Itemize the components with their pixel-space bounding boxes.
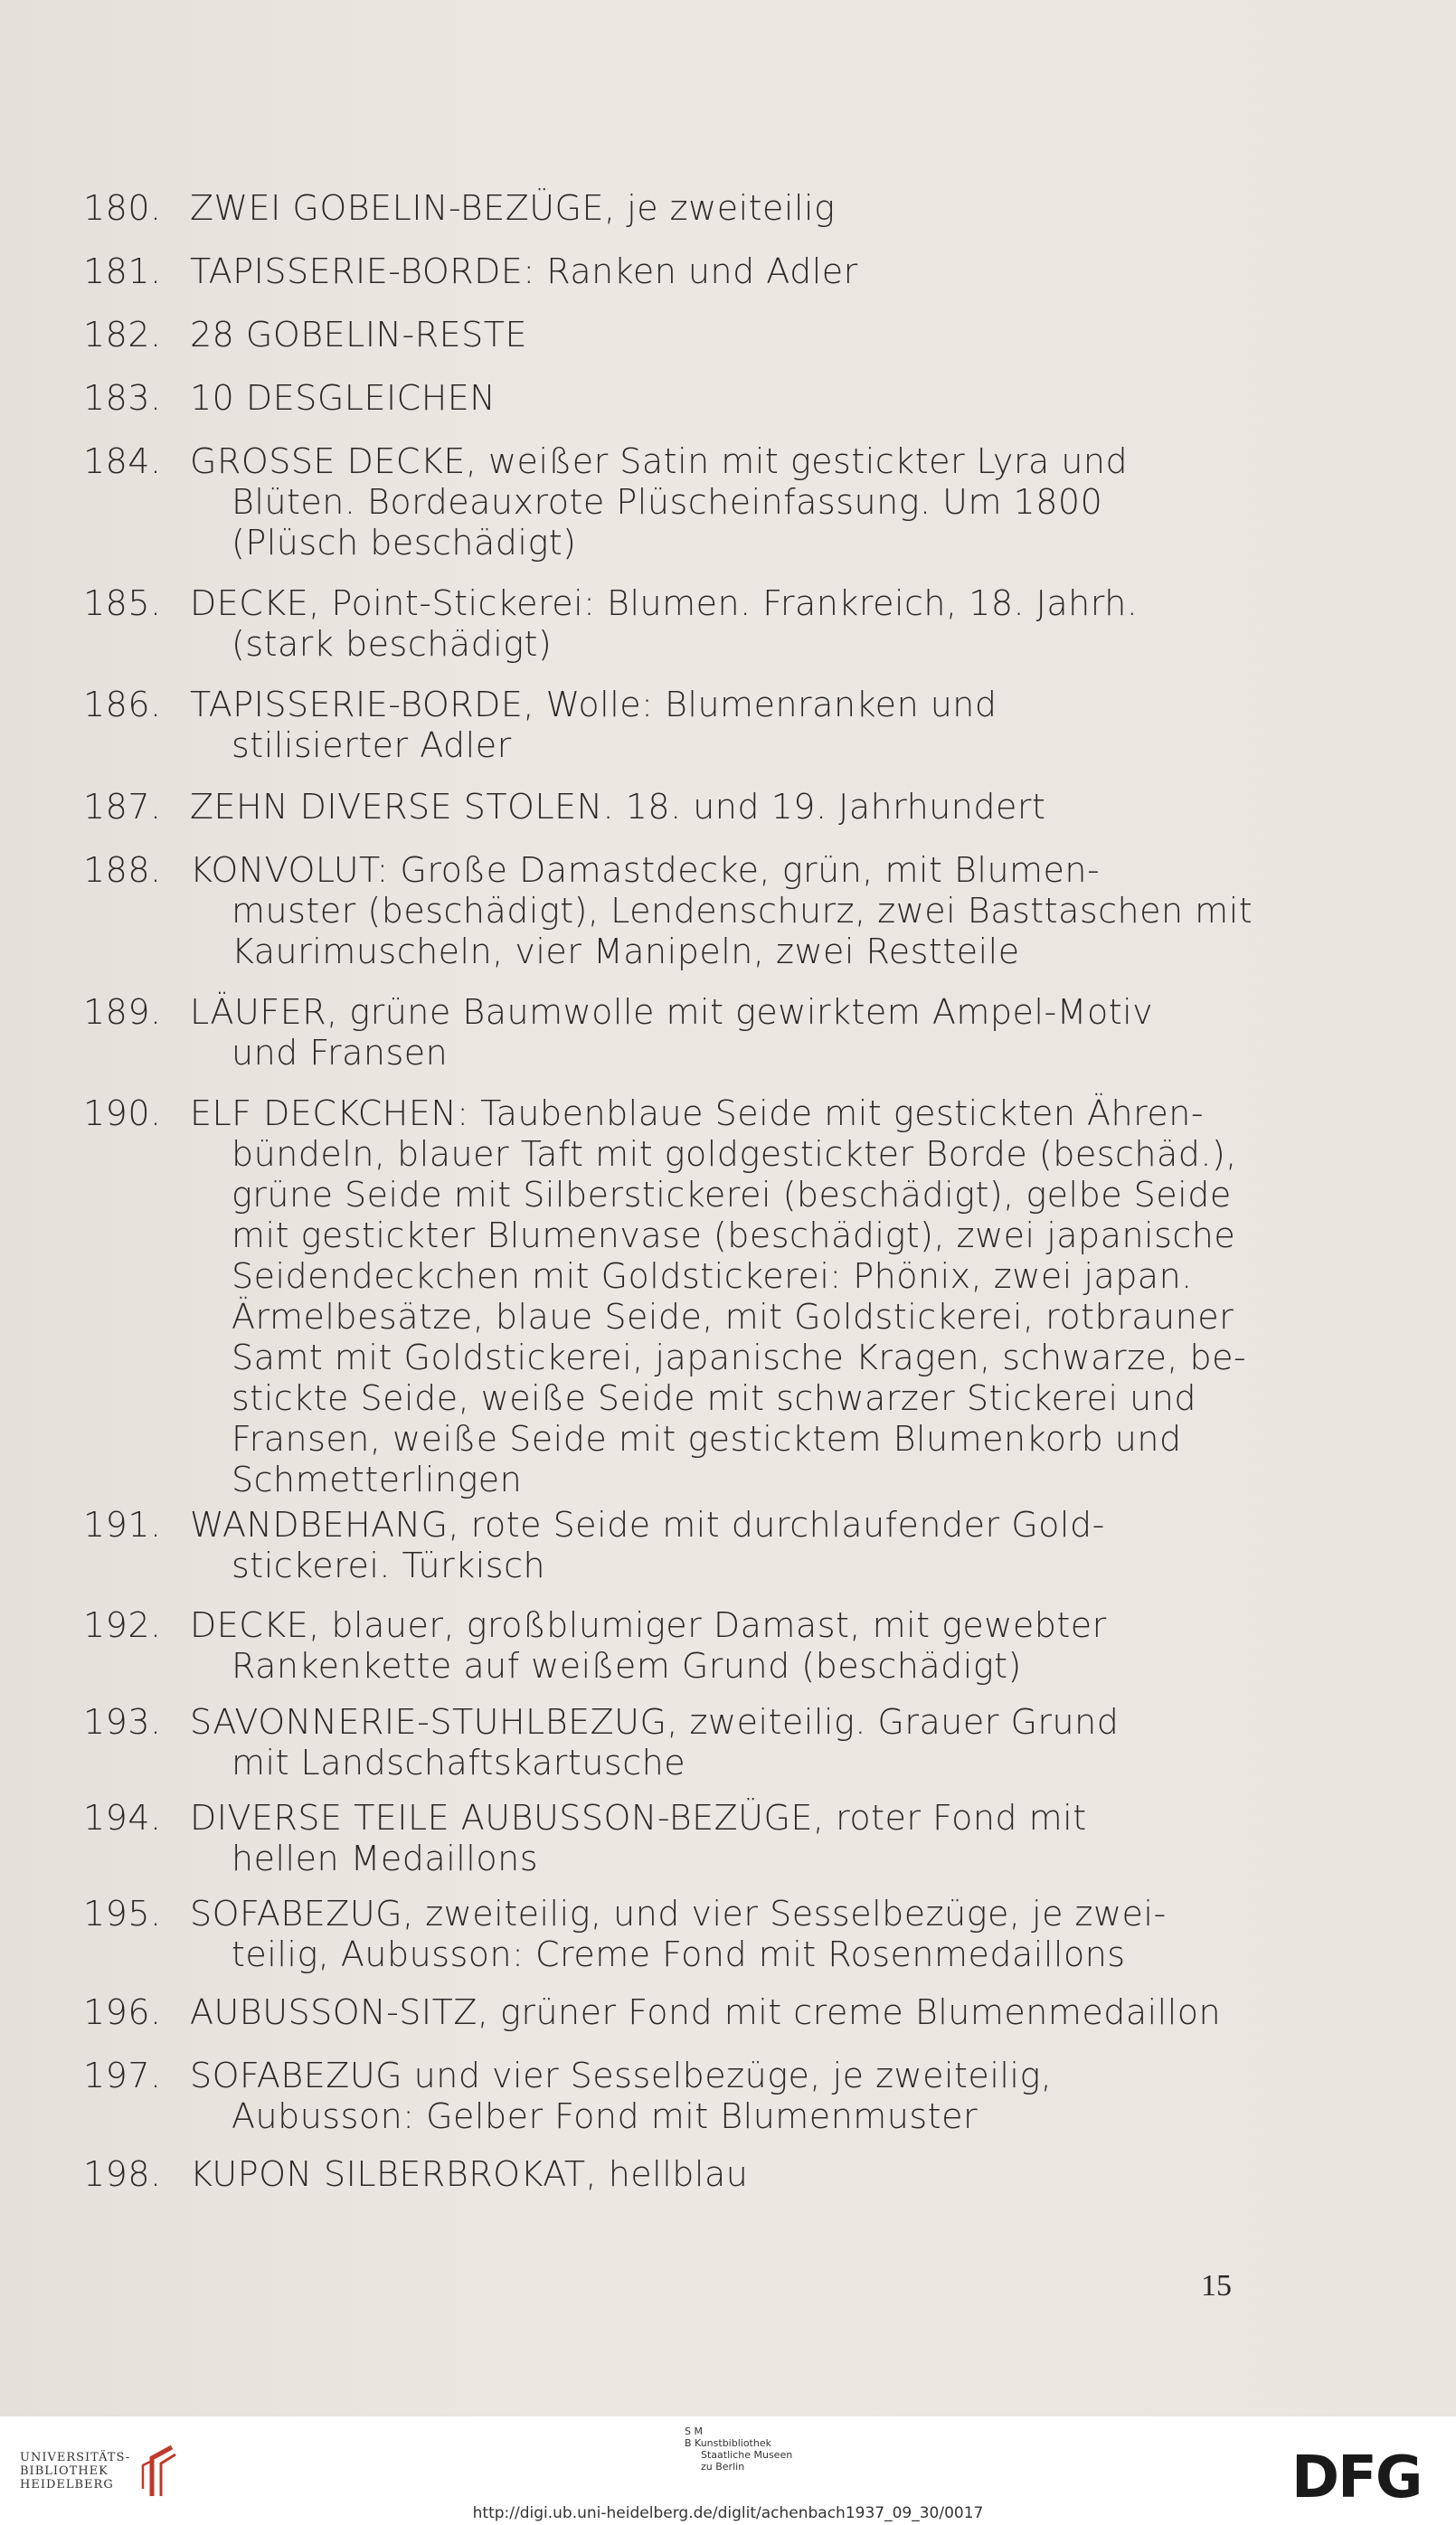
- entry-line: Kaurimuscheln, vier Manipeln, zwei Restteile: [232, 932, 1020, 971]
- entry-number: 184.: [83, 441, 162, 481]
- entry-description: [190, 685, 1230, 766]
- entry-line: grüne Seide mit Silberstickerei (beschädigt), gelbe Seide: [232, 1175, 1232, 1215]
- entry-line: TAPISSERIE-BORDE, Wolle: Blumenranken und: [190, 685, 997, 724]
- entry-description: [190, 188, 1230, 229]
- entry-number: 194.: [83, 1798, 162, 1838]
- entry-line: DECKE, blauer, großblumiger Damast, mit gewebter: [190, 1605, 1107, 1645]
- entry-line: muster (beschädigt), Lendenschurz, zwei Basttaschen mit: [232, 891, 1253, 931]
- entry-line: DECKE, Point-Stickerei: Blumen. Frankreich, 18. Jahrh.: [190, 583, 1139, 623]
- entry-number: 197.: [83, 2056, 162, 2095]
- entry-description: [190, 1605, 1230, 1687]
- entry-number: 182.: [83, 315, 162, 355]
- entry-line: stilisierter Adler: [232, 725, 512, 765]
- museum-credit-line: S M: [685, 2426, 703, 2437]
- entry-description: [190, 315, 1230, 355]
- entry-line: Schmetterlingen: [232, 1460, 523, 1499]
- entry-line: SAVONNERIE-STUHLBEZUG, zweiteilig. Grauer Grund: [190, 1702, 1120, 1742]
- entry-line: Ärmelbesätze, blaue Seide, mit Goldstickerei, rotbrauner: [232, 1297, 1234, 1337]
- museum-credit-line: B Kunstbibliothek: [685, 2437, 771, 2449]
- entry-line: 10 DESGLEICHEN: [190, 378, 496, 418]
- entry-number: 195.: [83, 1894, 162, 1934]
- entry-line: KUPON SILBERBROKAT, hellblau: [190, 2154, 749, 2194]
- entry-number: 193.: [83, 1702, 162, 1742]
- entry-line: hellen Medaillons: [232, 1839, 538, 1878]
- entry-line: Rankenkette auf weißem Grund (beschädigt): [232, 1646, 1022, 1686]
- entry-description: [190, 1702, 1230, 1783]
- entry-description: [190, 378, 1230, 419]
- entry-description: [190, 583, 1230, 665]
- museum-credit: [685, 2426, 792, 2473]
- entry-line: Aubusson: Gelber Fond mit Blumenmuster: [232, 2096, 979, 2136]
- entry-number: 180.: [83, 188, 162, 228]
- entry-line: 28 GOBELIN-RESTE: [190, 315, 527, 355]
- entry-number: 185.: [83, 583, 162, 623]
- entry-line: SOFABEZUG und vier Sesselbezüge, je zweiteilig,: [190, 2056, 1053, 2095]
- entry-description: [190, 787, 1230, 827]
- entry-number: 192.: [83, 1605, 162, 1645]
- entry-description: [190, 441, 1230, 563]
- digitization-footer: [0, 2416, 1456, 2525]
- museum-credit-line: Staatliche Museen: [701, 2449, 793, 2461]
- entry-line: stickerei. Türkisch: [232, 1546, 546, 1585]
- entry-description: [190, 992, 1230, 1073]
- entry-line: und Fransen: [232, 1033, 449, 1073]
- entry-line: GROSSE DECKE, weißer Satin mit gestickter Lyra und: [190, 441, 1129, 481]
- entry-line: TAPISSERIE-BORDE: Ranken und Adler: [190, 251, 858, 291]
- library-name: [20, 2451, 130, 2492]
- entry-number: 191.: [83, 1505, 162, 1545]
- entry-number: 189.: [83, 992, 162, 1032]
- entry-description: [190, 1798, 1230, 1879]
- entry-number: 188.: [83, 850, 162, 890]
- entry-line: ZWEI GOBELIN-BEZÜGE, je zweiteilig: [190, 188, 836, 228]
- entry-description: [190, 1093, 1247, 1500]
- entry-description: [190, 2154, 1230, 2195]
- entry-line: mit gestickter Blumenvase (beschädigt), zwei japanische: [232, 1215, 1236, 1255]
- entry-description: [190, 2056, 1230, 2137]
- entry-number: 198.: [83, 2154, 162, 2194]
- entry-number: 187.: [83, 787, 162, 827]
- entry-line: WANDBEHANG, rote Seide mit durchlaufender Gold-: [190, 1505, 1105, 1545]
- entry-number: 186.: [83, 685, 162, 724]
- entry-description: [190, 1505, 1230, 1586]
- entry-number: 196.: [83, 1992, 162, 2032]
- entry-number: 190.: [83, 1093, 162, 1133]
- entry-description: [190, 1992, 1230, 2033]
- entry-line: Fransen, weiße Seide mit gesticktem Blumenkorb und: [232, 1419, 1182, 1459]
- entry-line: Seidendeckchen mit Goldstickerei: Phönix, zwei japan.: [232, 1256, 1193, 1296]
- source-url-link[interactable]: http://digi.ub.uni-heidelberg.de/diglit/achenbach1937_09_30/0017: [472, 2504, 984, 2522]
- entry-line: bündeln, blauer Taft mit goldgestickter Borde (beschäd.),: [232, 1134, 1237, 1174]
- entry-number: 183.: [83, 378, 162, 418]
- entry-description: [190, 850, 1253, 972]
- entry-line: Samt mit Goldstickerei, japanische Kragen, schwarze, be-: [232, 1338, 1247, 1377]
- entry-line: (Plüsch beschädigt): [232, 523, 577, 563]
- library-logo-icon: [136, 2444, 179, 2500]
- entry-description: [190, 1894, 1230, 1975]
- library-name-line: HEIDELBERG: [20, 2478, 114, 2492]
- page-number: 15: [1201, 2269, 1232, 2303]
- entry-line: Blüten. Bordeauxrote Plüscheinfassung. Um 1800: [232, 482, 1103, 522]
- entry-line: stickte Seide, weiße Seide mit schwarzer Stickerei und: [232, 1378, 1196, 1418]
- dfg-logo: DFG: [1291, 2445, 1422, 2511]
- entry-number: 181.: [83, 251, 162, 291]
- entry-line: ZEHN DIVERSE STOLEN. 18. und 19. Jahrhundert: [190, 787, 1046, 827]
- library-name-line: BIBLIOTHEK: [20, 2464, 109, 2478]
- museum-credit-line: zu Berlin: [701, 2461, 745, 2473]
- entry-line: LÄUFER, grüne Baumwolle mit gewirktem Ampel-Motiv: [190, 992, 1154, 1032]
- entry-line: teilig, Aubusson: Creme Fond mit Rosenmedaillons: [232, 1934, 1126, 1974]
- entry-line: ELF DECKCHEN: Taubenblaue Seide mit gestickten Ähren-: [190, 1093, 1205, 1133]
- entry-line: KONVOLUT: Große Damastdecke, grün, mit Blumen-: [190, 850, 1101, 890]
- entry-line: DIVERSE TEILE AUBUSSON-BEZÜGE, roter Fond mit: [190, 1798, 1087, 1838]
- entry-line: AUBUSSON-SITZ, grüner Fond mit creme Blumenmedaillon: [190, 1992, 1222, 2032]
- entry-line: mit Landschaftskartusche: [232, 1743, 686, 1783]
- library-name-line: UNIVERSITÄTS-: [20, 2451, 131, 2464]
- entry-line: (stark beschädigt): [232, 624, 553, 664]
- entry-description: [190, 251, 1230, 292]
- entry-line: SOFABEZUG, zweiteilig, und vier Sesselbezüge, je zwei-: [190, 1894, 1167, 1934]
